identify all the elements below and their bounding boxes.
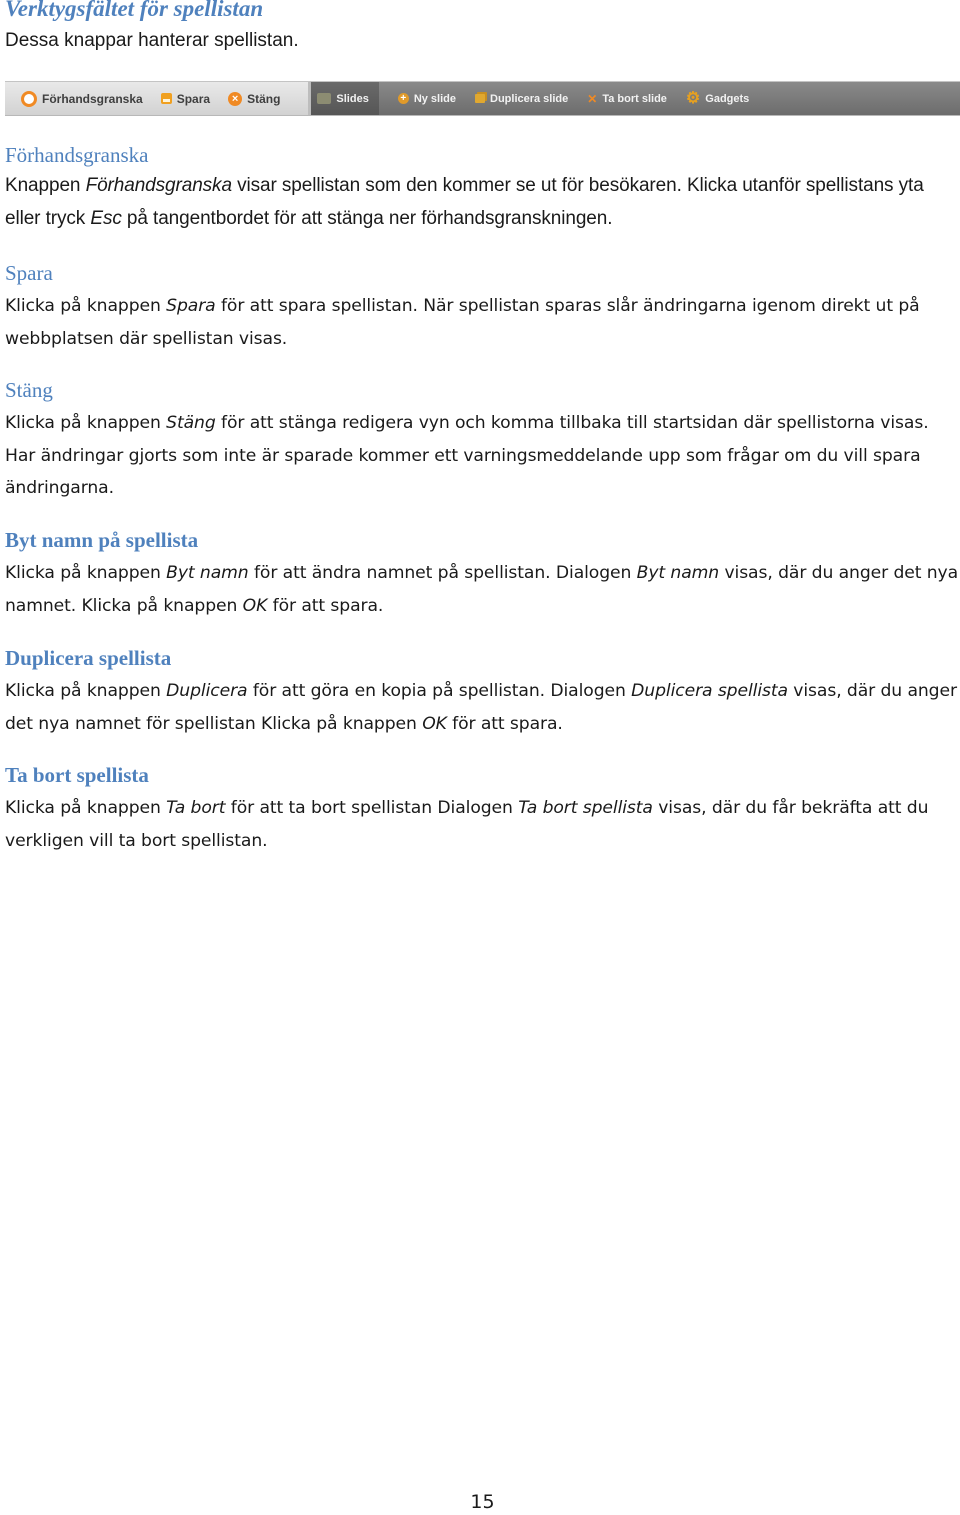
toolbar-left-group xyxy=(5,82,298,115)
new-slide-button-label: Ny slide xyxy=(413,92,456,105)
section-close xyxy=(5,377,960,505)
gadgets-button[interactable] xyxy=(686,91,749,107)
section-duplicate xyxy=(5,645,960,740)
section-heading: Byt namn på spellista xyxy=(5,528,199,552)
gadgets-button-label: Gadgets xyxy=(705,92,750,105)
preview-icon xyxy=(21,91,37,107)
section-body: Klicka på knappen Duplicera för att göra en kopia på spellistan. Dialogen Duplicera spellista visas, där du anger det nya namnet för spellistan Klicka på knappen OK för att spara. xyxy=(5,681,957,734)
add-icon: + xyxy=(398,93,409,104)
gear-icon: ⚙ xyxy=(685,89,701,107)
section-save xyxy=(5,260,960,355)
section-rename xyxy=(5,527,960,622)
intro-text: Dessa knappar hanterar spellistan. xyxy=(5,30,299,51)
duplicate-slide-button-label: Duplicera slide xyxy=(490,92,569,105)
section-body: Klicka på knappen Stäng för att stänga redigera vyn och komma tillbaka till startsidan där spellistorna visas. Har ändringar gjorts som inte är sparade kommer ett varningsmeddelande upp som frågar om du vill spara ändringarna. xyxy=(5,413,929,498)
close-button[interactable] xyxy=(228,92,280,106)
toolbar-slides-group xyxy=(308,82,960,115)
close-icon: × xyxy=(228,92,242,106)
save-icon xyxy=(161,93,172,104)
playlist-toolbar xyxy=(5,81,960,116)
section-body: Klicka på knappen Spara för att spara spellistan. När spellistan sparas slår ändringarna igenom direkt ut på webbplatsen där spellistan visas. xyxy=(5,296,920,349)
section-preview xyxy=(5,142,960,235)
section-heading: Förhandsgranska xyxy=(5,143,149,167)
page-number: 15 xyxy=(470,1491,495,1513)
section-body: Klicka på knappen Byt namn för att ändra namnet på spellistan. Dialogen Byt namn visas, där du anger det nya namnet. Klicka på knappen OK för att spara. xyxy=(5,563,959,616)
section-heading: Spara xyxy=(5,261,53,285)
delete-slide-button-label: Ta bort slide xyxy=(602,92,667,105)
preview-button-label: Förhandsgranska xyxy=(42,91,143,106)
page-title: Verktygsfältet för spellistan xyxy=(5,0,264,21)
close-button-label: Stäng xyxy=(247,91,281,106)
tab-slides[interactable] xyxy=(311,82,378,115)
duplicate-slide-button[interactable] xyxy=(475,93,568,105)
section-body: Knappen Förhandsgranska visar spellistan som den kommer se ut för besökaren. Klicka utanför spellistans yta eller tryck Esc på tangentbordet för att stänga ner förhandsgranskningen. xyxy=(5,175,924,229)
section-heading: Ta bort spellista xyxy=(5,763,149,787)
duplicate-icon xyxy=(475,94,485,103)
section-heading: Duplicera spellista xyxy=(5,646,172,670)
section-heading: Stäng xyxy=(5,378,53,402)
section-delete xyxy=(5,762,960,857)
delete-slide-button[interactable] xyxy=(587,92,667,106)
delete-icon: ✕ xyxy=(587,91,598,106)
slides-icon xyxy=(317,93,331,104)
tab-slides-label: Slides xyxy=(336,92,369,105)
new-slide-button[interactable] xyxy=(398,93,456,105)
save-button-label: Spara xyxy=(176,91,211,106)
save-button[interactable] xyxy=(161,92,210,106)
section-body: Klicka på knappen Ta bort för att ta bort spellistan Dialogen Ta bort spellista visas, där du får bekräfta att du verkligen vill ta bort spellistan. xyxy=(5,798,929,851)
preview-button[interactable] xyxy=(21,91,143,107)
